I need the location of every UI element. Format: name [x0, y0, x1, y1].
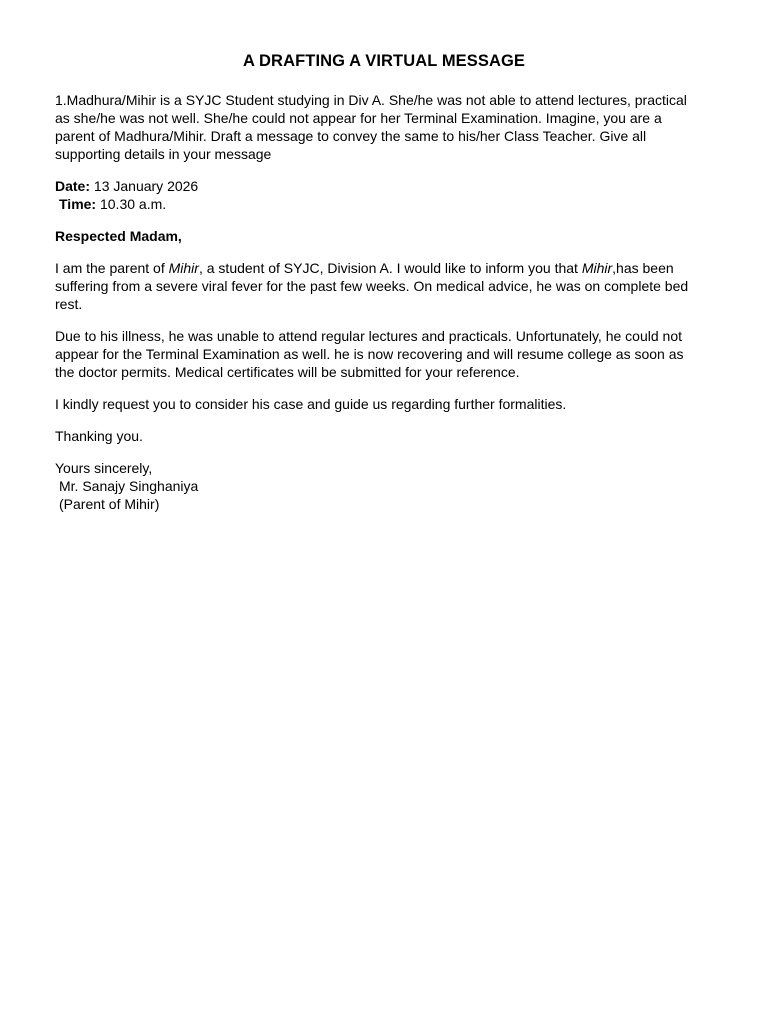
paragraph-1-text-c: ,has been suffering from a severe viral fever for the past few weeks. On medical advice, he was on complete bed rest.	[55, 260, 689, 312]
paragraph-1	[55, 259, 698, 313]
paragraph-3: I kindly request you to consider his case and guide us regarding further formalities.	[55, 396, 567, 412]
signature-block	[55, 459, 698, 513]
thanks-line: Thanking you.	[55, 428, 143, 444]
signer-name: Mr. Sanajy Singhaniya	[59, 478, 199, 494]
paragraph-1-text-b: , a student of SYJC, Division A. I would like to inform you that	[198, 260, 582, 276]
paragraph-2: Due to his illness, he was unable to attend regular lectures and practicals. Unfortunately, he could not appear for the Terminal Examination as well. he is now recovering and will resume college as soon as the doctor permits. Medical certificates will be submitted for your reference.	[55, 328, 684, 380]
question-text: 1.Madhura/Mihir is a SYJC Student studying in Div A. She/he was not able to attend lectures, practical as she/he was not well. She/he could not appear for her Terminal Examination. Imagine, you are a parent of Madhura/Mihir. Draft a message to convey the same to his/her Class Teacher. Give all supporting details in your message	[55, 92, 687, 162]
date-label: Date:	[55, 178, 91, 194]
closing-line: Yours sincerely,	[55, 460, 153, 476]
time-label: Time:	[59, 196, 97, 212]
student-name: Mihir	[581, 260, 613, 276]
student-name: Mihir	[168, 260, 199, 276]
signer-relation: (Parent of Mihir)	[59, 496, 160, 512]
date-line	[55, 177, 698, 195]
time-value: 10.30 a.m.	[96, 196, 167, 212]
date-value: 13 January 2026	[90, 178, 199, 194]
date-time-block	[55, 177, 698, 213]
time-line	[55, 195, 698, 213]
document-title: A DRAFTING A VIRTUAL MESSAGE	[242, 52, 526, 70]
paragraph-1-text-a: I am the parent of	[55, 260, 169, 276]
salutation: Respected Madam,	[55, 228, 182, 244]
